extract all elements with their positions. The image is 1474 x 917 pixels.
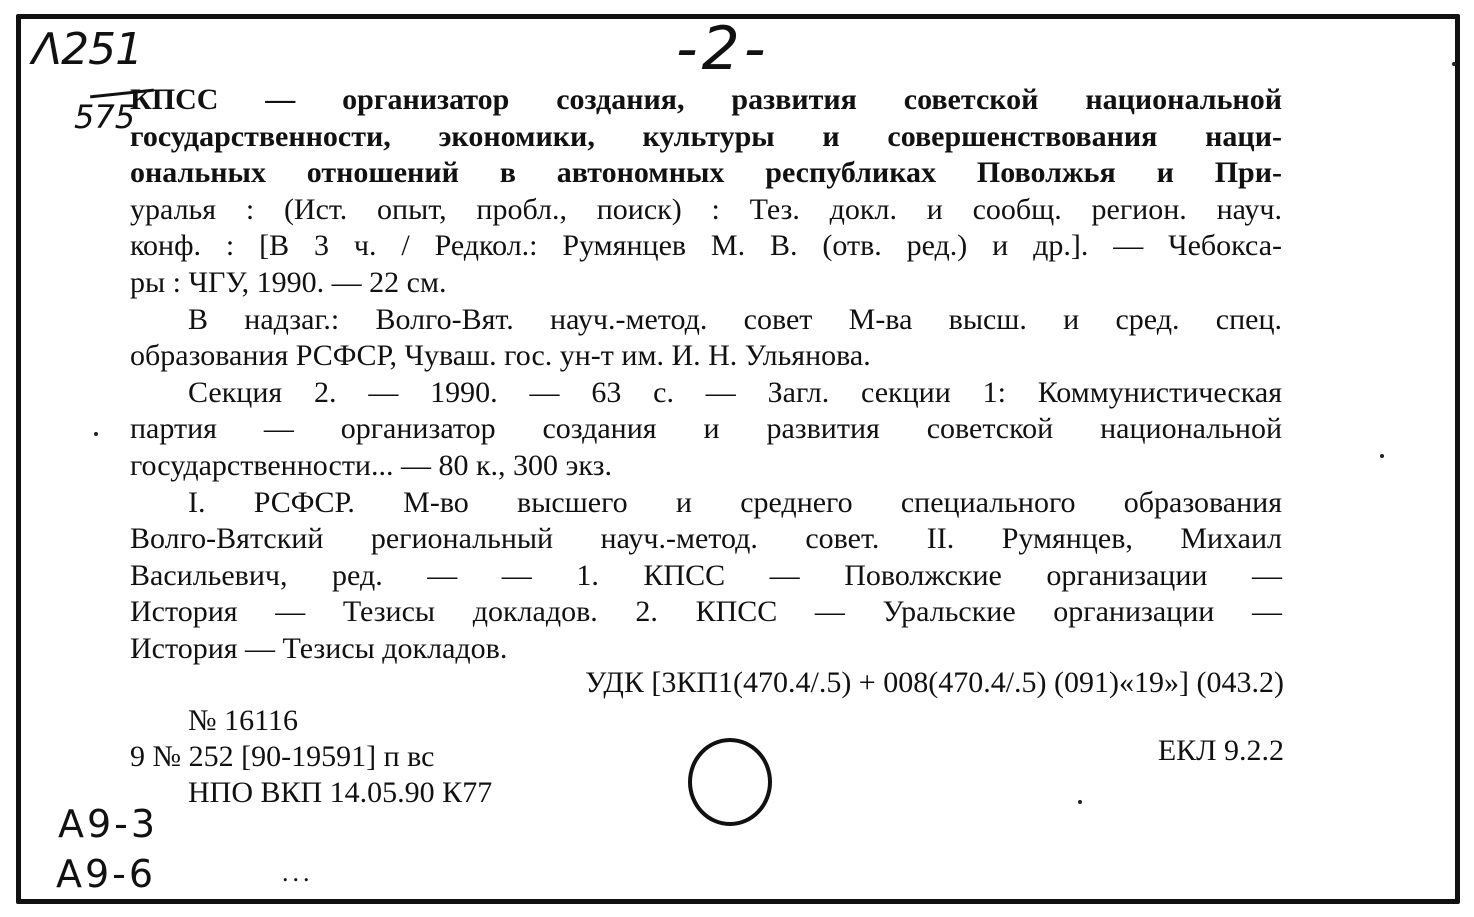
handwritten-shelf-mark-2: А9-6 (56, 852, 157, 896)
print-info: 9 № 252 [90-19591] п вс (130, 740, 435, 773)
registration-number: № 16116 (188, 704, 299, 737)
handwritten-call-number: Λ251 (32, 24, 143, 75)
handwritten-call-number-sub: 575 (74, 98, 136, 136)
handwritten-dots: ... (282, 858, 314, 887)
entry-line: государственности, экономики, культуры и совершенствования наци- (130, 119, 1282, 153)
tracing-line: Васильевич, ред. — — 1. КПСС — Поволжские организации — (130, 558, 1282, 592)
handwritten-shelf-mark-1: А9-3 (58, 802, 159, 846)
note-line: В надзаг.: Волго-Вят. науч.-метод. совет М-ва высш. и сред. спец. (188, 302, 1282, 336)
scan-speck (1078, 800, 1082, 804)
scan-speck (1452, 62, 1456, 66)
entry-line: ональных отношений в автономных республиках Поволжья и При- (130, 156, 1282, 190)
tracing-line: I. РСФСР. М-во высшего и среднего специального образования (188, 485, 1282, 519)
section-line: партия — организатор создания и развития советской национальной (130, 412, 1282, 446)
udc-code: УДК [3КП1(470.4/.5) + 008(470.4/.5) (091)«19»] (043.2) (585, 666, 1284, 699)
tracing-line: История — Тезисы докладов. 2. КПСС — Уральские организации — (130, 595, 1282, 629)
bibliographic-entry (130, 82, 1282, 668)
scan-speck (1380, 454, 1384, 458)
entry-line: ры : ЧГУ, 1990. — 22 см. (130, 265, 447, 299)
entry-title-heading: КПСС — организатор создания, развития советской национальной (130, 83, 1282, 116)
entry-line: уралья : (Ист. опыт, пробл., поиск) : Тез. докл. и сообщ. регион. науч. (130, 192, 1282, 226)
scan-speck (94, 432, 98, 436)
tracing-line: История — Тезисы докладов. (130, 631, 508, 665)
entry-line: конф. : [В 3 ч. / Редкол.: Румянцев М. В. (отв. ред.) и др.]. — Чебокса- (130, 229, 1282, 263)
printer-info: НПО ВКП 14.05.90 К77 (188, 776, 493, 809)
handwritten-page-number: -2- (676, 14, 770, 84)
ekl-code: ЕКЛ 9.2.2 (1157, 734, 1284, 767)
section-line: Секция 2. — 1990. — 63 с. — Загл. секции 1: Коммунистическая (188, 375, 1282, 409)
tracing-line: Волго-Вятский региональный науч.-метод. совет. II. Румянцев, Михаил (130, 522, 1282, 556)
section-line: государственности... — 80 к., 300 экз. (130, 448, 612, 482)
note-line: образования РСФСР, Чуваш. гос. ун-т им. И. Н. Ульянова. (130, 339, 871, 373)
circle-stamp-icon (688, 738, 772, 826)
